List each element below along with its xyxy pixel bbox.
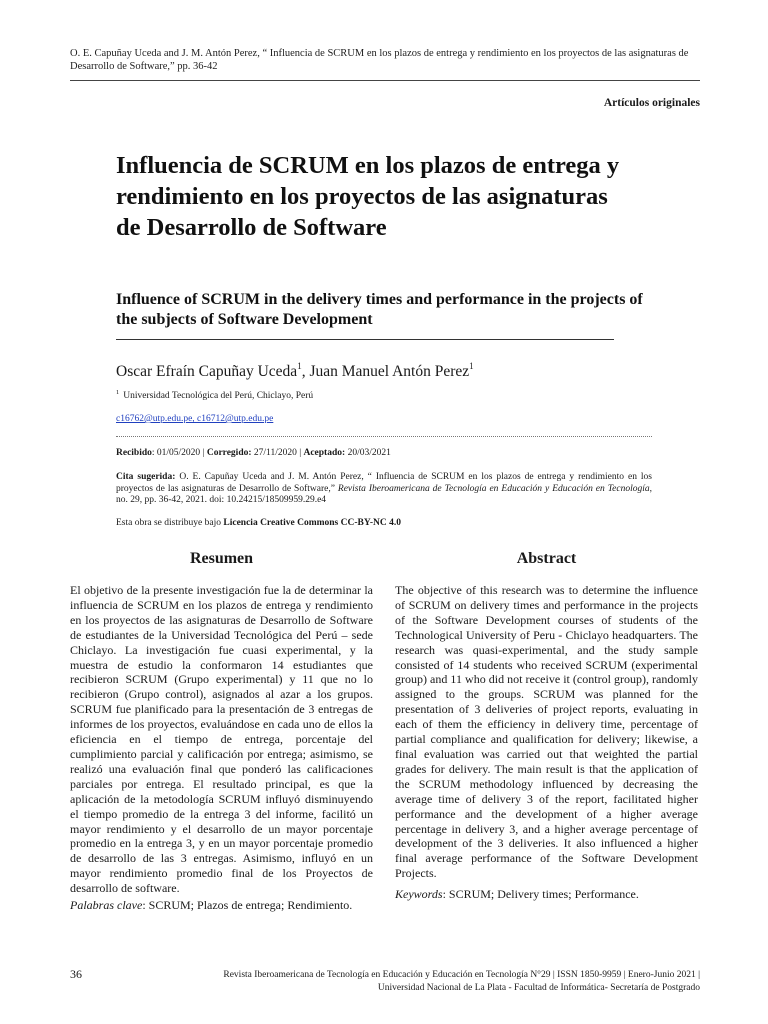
- author-emails-link[interactable]: c16762@utp.edu.pe, c16712@utp.edu.pe: [116, 414, 274, 424]
- resumen-column: [70, 583, 373, 913]
- abstract-keywords: [395, 887, 698, 902]
- running-head: O. E. Capuñay Uceda and J. M. Antón Perez, “ Influencia de SCRUM en los plazos de entrega y rendimiento en los proyectos de las asignaturas de Desarrollo de Software,” pp. 36-42: [70, 48, 689, 72]
- header-rule: [70, 80, 700, 81]
- resumen-heading: Resumen: [189, 550, 254, 567]
- resumen-keywords: [70, 898, 373, 913]
- keywords-text: : SCRUM; Delivery times; Performance.: [442, 887, 639, 902]
- abstract-heading: Abstract: [516, 550, 577, 567]
- suggested-citation: [116, 472, 652, 507]
- accepted-label: Aceptado:: [303, 448, 346, 458]
- author-name: Oscar Efraín Capuñay Uceda: [116, 363, 298, 380]
- citation-text: O. E. Capuñay Uceda and J. M. Antón Perez, “ Influencia de SCRUM en los plazos de entrega y rendimiento en los proyectos de las asignaturas de Desarrollo de Software,”: [116, 472, 652, 494]
- accepted-date: 20/03/2021: [345, 448, 391, 458]
- corrected-label: Corregido:: [206, 448, 252, 458]
- affiliation-mark: 1: [116, 389, 120, 396]
- received-date: : 01/05/2020 |: [151, 448, 207, 458]
- abstract-column: [395, 583, 698, 902]
- page-number: 36: [70, 967, 82, 981]
- affiliation-mark: 1: [297, 361, 302, 371]
- footer-line: Universidad Nacional de La Plata - Facultad de Informática- Secretaría de Postgrado: [377, 982, 700, 993]
- abstract-body: The objective of this research was to determine the influence of SCRUM on delivery times and performance in the projects of the Software Development courses of students of the Technological University of Peru - Chiclayo headquarters. The research was quasi-experimental, and the study sample consisted of 14 students who received SCRUM (experimental group) and 11 who did not receive it (control group), randomly assigned to the groups. SCRUM was planned for the presentation of 3 deliveries of project reports, evaluating in each of them the efficiency in delivery time, percentage of partial compliance and qualification for delivery; likewise, a final evaluation was carried out that weighted the partial grades for delivery. The main result is that the application of the SCRUM methodology influenced by decreasing the average time of delivery 3 of the report, facilitated higher performance and the development of a higher average percentage in delivery 3, and a higher average percentage of development of the 3 deliveries. It also influenced a higher final average performance of the Software Development Projects.: [395, 583, 698, 881]
- footer-line: Revista Iberoamericana de Tecnología en Educación y Educación en Tecnología N°29 | ISSN 1850-9959 | Enero-Junio 2021 |: [223, 970, 700, 980]
- keywords-label: Keywords: [395, 887, 443, 902]
- author-list: [116, 356, 474, 382]
- affiliation: [116, 389, 313, 401]
- journal-footer: [223, 969, 700, 994]
- article-title: Influencia de SCRUM en los plazos de entrega y rendimiento en los proyectos de las asignaturas de Desarrollo de Software: [116, 152, 620, 241]
- citation-details: , no. 29, pp. 36-42, 2021. doi: 10.24215/18509959.29.e4: [116, 483, 652, 505]
- title-rule: [116, 339, 614, 340]
- author-separator: ,: [301, 363, 310, 380]
- dotted-divider: [116, 436, 652, 437]
- corrected-date: 27/11/2020 |: [251, 448, 304, 458]
- resumen-body: El objetivo de la presente investigación fue la de determinar la influencia de SCRUM en los plazos de entrega y rendimiento en los proyectos de las asignaturas de Desarrollo de Software de estudiantes de la Universidad Tecnológica del Perú – sede Chiclayo. La investigación fue cuasi experimental, y la muestra de estudio la conformaron 14 estudiantes que recibieron SCRUM (Grupo experimental) y 11 que no lo recibieron (Grupo control), asignados al azar a los grupos. SCRUM fue planificado para la presentación de 3 entregas de informes de los proyectos, evaluándose en cada uno de ellos la eficiencia en el tiempo de entrega, porcentaje del cumplimiento parcial y calificación por entrega; asimismo, se realizó una evaluación final que ponderó las calificaciones parciales por entrega. El resultado principal, es que la aplicación de la metodología SCRUM influyó disminuyendo el tiempo promedio de la entrega 3 del informe, facilitó un mayor rendimiento y el desarrollo de un mayor porcentaje promedio en la entrega 3, y en un mayor porcentaje promedio de desarrollo de las 3 entregas. Asimismo, influyó en un mayor rendimiento promedio final de los Proyectos de desarrollo de software.: [70, 583, 373, 896]
- author-name: Juan Manuel Antón Perez: [309, 363, 470, 380]
- keywords-text: : SCRUM; Plazos de entrega; Rendimiento.: [142, 898, 353, 913]
- keywords-label: Palabras clave: [70, 898, 143, 913]
- citation-label: Cita sugerida:: [116, 472, 176, 482]
- citation-journal: Revista Iberoamericana de Tecnología en Educación y Educación en Tecnología: [337, 483, 650, 494]
- article-dates: [116, 448, 391, 458]
- section-label: Artículos originales: [603, 97, 700, 109]
- received-label: Recibido: [116, 448, 152, 458]
- license-prefix: Esta obra se distribuye bajo: [116, 518, 224, 528]
- affiliation-mark: 1: [469, 361, 474, 371]
- article-subtitle: Influence of SCRUM in the delivery times and performance in the projects of the subjects of Software Development: [116, 291, 643, 328]
- license-link[interactable]: Licencia Creative Commons CC-BY-NC 4.0: [223, 518, 401, 528]
- license-note: [116, 518, 401, 528]
- affiliation-text: Universidad Tecnológica del Perú, Chiclayo, Perú: [123, 391, 314, 401]
